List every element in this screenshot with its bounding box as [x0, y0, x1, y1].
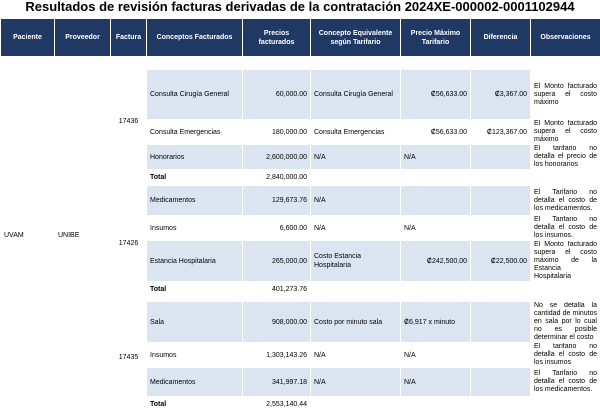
observacion-cell: El tarifario no detalla el costo de los insumos — [531, 343, 600, 368]
diferencia-cell: ₡3,367.00 — [471, 70, 531, 120]
maximo-cell: ₡6,917 x minuto — [401, 302, 471, 343]
concepto-cell: Insumos — [147, 216, 243, 241]
concepto-cell: Consulta Cirugía General — [147, 70, 243, 120]
precio-cell: 2,600,000.00 — [243, 145, 311, 170]
maximo-cell: ₡56,633.00 — [401, 70, 471, 120]
header-diferencia: Diferencia — [471, 19, 531, 57]
precio-cell: 180,000.00 — [243, 120, 311, 145]
page-title: Resultados de revisión facturas derivadas de la contratación 2024XE-000002-0001102944 — [0, 0, 600, 16]
observacion-cell: El tarifario no detalla el precio de los honorarios — [531, 145, 600, 170]
precio-cell: 60,000.00 — [243, 70, 311, 120]
total-value: 2,553,140.44 — [243, 397, 311, 412]
concepto-cell: Honorarios — [147, 145, 243, 170]
total-label: Total — [147, 397, 243, 412]
diferencia-cell: ₡22,500.00 — [471, 241, 531, 282]
equivalente-cell: N/A — [311, 343, 401, 368]
precio-cell: 265,000.00 — [243, 241, 311, 282]
maximo-cell: N/A — [401, 368, 471, 397]
equivalente-cell: N/A — [311, 186, 401, 216]
factura-cell: 17435 — [111, 302, 147, 414]
precio-cell: 1,303,143.26 — [243, 343, 311, 368]
results-table — [0, 18, 600, 414]
concepto-cell: Estancia Hospitalaria — [147, 241, 243, 282]
equivalente-cell: Costo Estancia Hospitalaria — [311, 241, 401, 282]
diferencia-cell: ₡123,367.00 — [471, 120, 531, 145]
concepto-cell: Consulta Emergencias — [147, 120, 243, 145]
maximo-cell: N/A — [401, 343, 471, 368]
maximo-cell: ₡242,500.00 — [401, 241, 471, 282]
header-equivalente: Concepto Equivalente según Tarifario — [311, 19, 401, 57]
total-value: 2,840,000.00 — [243, 170, 311, 186]
equivalente-cell: Consulta Emergencias — [311, 120, 401, 145]
diferencia-cell — [471, 186, 531, 216]
observacion-cell: El Monto facturado supera el costo máximo — [531, 70, 600, 120]
total-label: Total — [147, 282, 243, 298]
precio-cell: 6,600.00 — [243, 216, 311, 241]
observacion-cell: El Monto facturado supera el costo máximo de la Estancia Hospitalaria — [531, 241, 600, 282]
header-precios: Precios facturados — [243, 19, 311, 57]
equivalente-cell: Consulta Cirugía General — [311, 70, 401, 120]
proveedor-cell: UNIBE — [55, 57, 111, 414]
observacion-cell: El Tarifario no detalla el costo de los medicamentos. — [531, 186, 600, 216]
equivalente-cell: Costo por minuto sala — [311, 302, 401, 343]
observacion-cell: No se detalla la cantidad de minutos en sala por lo cual no es posible determinar el costo — [531, 302, 600, 343]
observacion-cell: El Tarifario no detalla el costo de los insumos. — [531, 216, 600, 241]
diferencia-cell — [471, 302, 531, 343]
header-row — [1, 19, 600, 57]
equivalente-cell: N/A — [311, 216, 401, 241]
precio-cell: 129,673.76 — [243, 186, 311, 216]
maximo-cell: N/A — [401, 216, 471, 241]
maximo-cell — [401, 186, 471, 216]
paciente-cell: UVAM — [1, 57, 55, 414]
header-proveedor: Proveedor — [55, 19, 111, 57]
precio-cell: 341,997.18 — [243, 368, 311, 397]
diferencia-cell — [471, 343, 531, 368]
header-maximo: Precio Máximo Tarifario — [401, 19, 471, 57]
header-factura: Factura — [111, 19, 147, 57]
factura-cell: 17436 — [111, 57, 147, 186]
concepto-cell: Insumos — [147, 343, 243, 368]
maximo-cell: N/A — [401, 145, 471, 170]
observacion-cell: El Tarifario no detalla el costo de los medicamentos. — [531, 368, 600, 397]
total-value: 401,273.76 — [243, 282, 311, 298]
diferencia-cell — [471, 145, 531, 170]
diferencia-cell — [471, 216, 531, 241]
equivalente-cell: N/A — [311, 368, 401, 397]
concepto-cell: Medicamentos — [147, 368, 243, 397]
diferencia-cell — [471, 368, 531, 397]
observacion-cell: El Monto facturado supera el costo máximo — [531, 120, 600, 145]
header-conceptos: Conceptos Facturados — [147, 19, 243, 57]
header-observaciones: Observaciones — [531, 19, 600, 57]
total-label: Total — [147, 170, 243, 186]
concepto-cell: Medicamentos — [147, 186, 243, 216]
equivalente-cell: N/A — [311, 145, 401, 170]
precio-cell: 908,000.00 — [243, 302, 311, 343]
maximo-cell: ₡56,633.00 — [401, 120, 471, 145]
concepto-cell: Sala — [147, 302, 243, 343]
factura-cell: 17426 — [111, 186, 147, 302]
header-paciente: Paciente — [1, 19, 55, 57]
